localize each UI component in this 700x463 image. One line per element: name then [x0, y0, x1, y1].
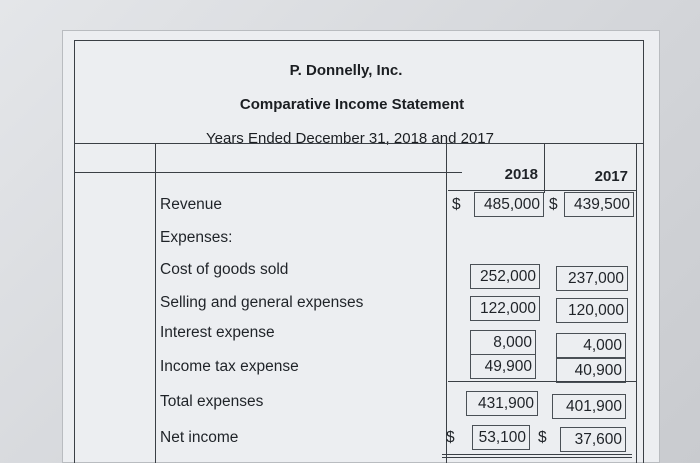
- net-income-2017-value: 37,600: [574, 431, 622, 448]
- revenue-2018-dollar: $: [452, 196, 461, 213]
- amount-column-divider: [446, 143, 447, 463]
- net-income-2017-dollar: $: [538, 429, 547, 446]
- cogs-2017-cell[interactable]: [556, 266, 628, 291]
- revenue-2017-cell[interactable]: [564, 192, 634, 217]
- net-income-double-underline-2: [442, 457, 632, 458]
- subtotal-underline: [448, 381, 636, 382]
- revenue-2017-value: 439,500: [573, 196, 630, 213]
- column-header-2018: 2018: [504, 166, 538, 183]
- label-expenses: Expenses:: [160, 229, 233, 246]
- net-income-double-underline-1: [442, 454, 632, 455]
- revenue-2018-value: 485,000: [483, 196, 540, 213]
- selling-2018-cell[interactable]: [470, 296, 540, 321]
- statement-period: Years Ended December 31, 2018 and 2017: [206, 130, 494, 147]
- label-total-expenses: Total expenses: [160, 393, 264, 410]
- total-2018-value: 431,900: [477, 395, 534, 412]
- table-top-rule: [74, 143, 644, 144]
- right-table-edge: [636, 143, 637, 463]
- statement-title: Comparative Income Statement: [239, 96, 465, 113]
- label-interest-expense: Interest expense: [160, 324, 275, 341]
- net-income-2018-cell[interactable]: [472, 425, 530, 450]
- year-column-divider: [544, 143, 545, 193]
- net-income-2018-dollar: $: [446, 429, 455, 446]
- revenue-2018-cell[interactable]: [474, 192, 544, 217]
- income-tax-2017-value: 40,900: [574, 362, 622, 379]
- interest-2017-value: 4,000: [583, 337, 622, 354]
- interest-2017-cell[interactable]: [556, 333, 626, 358]
- income-tax-2017-cell[interactable]: [556, 358, 626, 383]
- net-income-2018-value: 53,100: [478, 429, 526, 446]
- company-name: P. Donnelly, Inc.: [289, 62, 403, 79]
- label-selling-general: Selling and general expenses: [160, 294, 364, 311]
- total-2017-cell[interactable]: [552, 394, 626, 419]
- label-column-divider: [155, 143, 156, 463]
- net-income-2017-cell[interactable]: [560, 427, 626, 452]
- label-income-tax-expense: Income tax expense: [160, 358, 299, 375]
- cogs-2018-cell[interactable]: [470, 264, 540, 289]
- column-header-2017: 2017: [594, 168, 628, 185]
- cogs-2017-value: 237,000: [567, 270, 624, 287]
- revenue-2017-dollar: $: [549, 196, 558, 213]
- interest-2018-cell[interactable]: [470, 330, 536, 355]
- label-cost-of-goods-sold: Cost of goods sold: [160, 261, 289, 278]
- interest-2018-value: 8,000: [493, 334, 532, 351]
- income-tax-2018-cell[interactable]: [470, 354, 536, 379]
- income-tax-2018-value: 49,900: [484, 358, 532, 375]
- label-revenue: Revenue: [160, 196, 223, 213]
- selling-2018-value: 122,000: [479, 300, 536, 317]
- header-underline: [448, 190, 636, 191]
- total-2017-value: 401,900: [565, 398, 622, 415]
- label-net-income: Net income: [160, 429, 239, 446]
- header-row-rule: [74, 172, 462, 173]
- selling-2017-value: 120,000: [567, 302, 624, 319]
- cogs-2018-value: 252,000: [479, 268, 536, 285]
- total-2018-cell[interactable]: [466, 391, 538, 416]
- selling-2017-cell[interactable]: [556, 298, 628, 323]
